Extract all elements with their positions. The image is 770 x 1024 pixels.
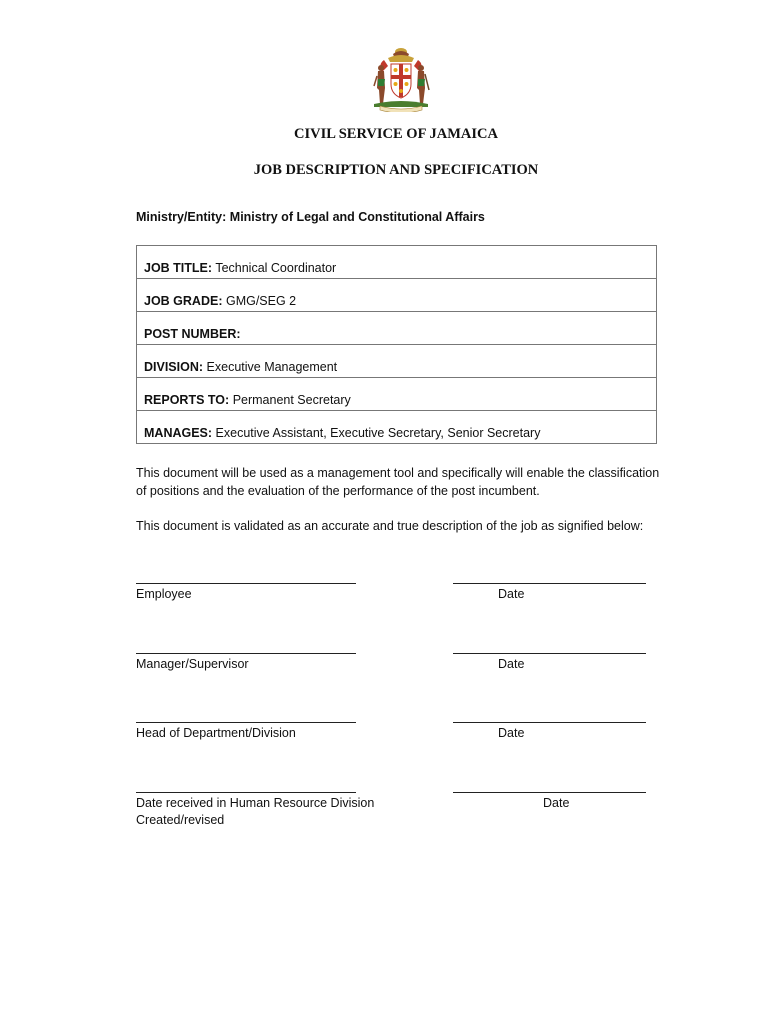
- division-value: Executive Management: [206, 360, 338, 374]
- hr-date-label: Date: [543, 796, 570, 810]
- created-revised-label: Created/revised: [136, 813, 225, 827]
- employee-date-label: Date: [498, 587, 525, 601]
- head-label: Head of Department/Division: [136, 726, 296, 740]
- job-info-table: [136, 245, 657, 444]
- table-row: [137, 246, 657, 279]
- employee-signature-line[interactable]: [136, 582, 356, 584]
- ministry-line: [136, 210, 485, 224]
- head-date-line[interactable]: [453, 721, 646, 723]
- coat-of-arms-image: [366, 46, 436, 112]
- document-title: CIVIL SERVICE OF JAMAICA: [294, 126, 498, 142]
- table-row: [137, 378, 657, 411]
- ministry-label: Ministry/Entity:: [136, 210, 227, 224]
- table-row: [137, 411, 657, 444]
- manager-date-line[interactable]: [453, 652, 646, 654]
- employee-label: Employee: [136, 587, 192, 601]
- hr-received-line[interactable]: [136, 791, 356, 793]
- manager-date-label: Date: [498, 657, 525, 671]
- job-title-label: JOB TITLE:: [144, 261, 213, 275]
- hr-received-label: Date received in Human Resource Division: [136, 796, 375, 810]
- reports-to-value: Permanent Secretary: [232, 393, 351, 407]
- manager-label: Manager/Supervisor: [136, 657, 249, 671]
- post-number-label: POST NUMBER:: [144, 327, 241, 341]
- head-signature-line[interactable]: [136, 721, 356, 723]
- job-grade-value: GMG/SEG 2: [225, 294, 297, 308]
- table-row: [137, 345, 657, 378]
- hr-date-line[interactable]: [453, 791, 646, 793]
- purpose-paragraph: This document will be used as a management tool and specifically will enable the classification of positions and the evaluation of the performance of the post incumbent.: [136, 466, 660, 498]
- manages-value: Executive Assistant, Executive Secretary, Senior Secretary: [215, 426, 541, 440]
- division-label: DIVISION:: [144, 360, 204, 374]
- table-row: [137, 312, 657, 345]
- reports-to-label: REPORTS TO:: [144, 393, 230, 407]
- table-row: [137, 279, 657, 312]
- ministry-value: Ministry of Legal and Constitutional Affairs: [229, 210, 485, 224]
- job-grade-label: JOB GRADE:: [144, 294, 223, 308]
- document-subtitle: JOB DESCRIPTION AND SPECIFICATION: [253, 162, 539, 178]
- job-title-value: Technical Coordinator: [215, 261, 337, 275]
- validation-paragraph: This document is validated as an accurate and true description of the job as signified below:: [136, 519, 644, 533]
- manager-signature-line[interactable]: [136, 652, 356, 654]
- manages-label: MANAGES:: [144, 426, 213, 440]
- employee-date-line[interactable]: [453, 582, 646, 584]
- head-date-label: Date: [498, 726, 525, 740]
